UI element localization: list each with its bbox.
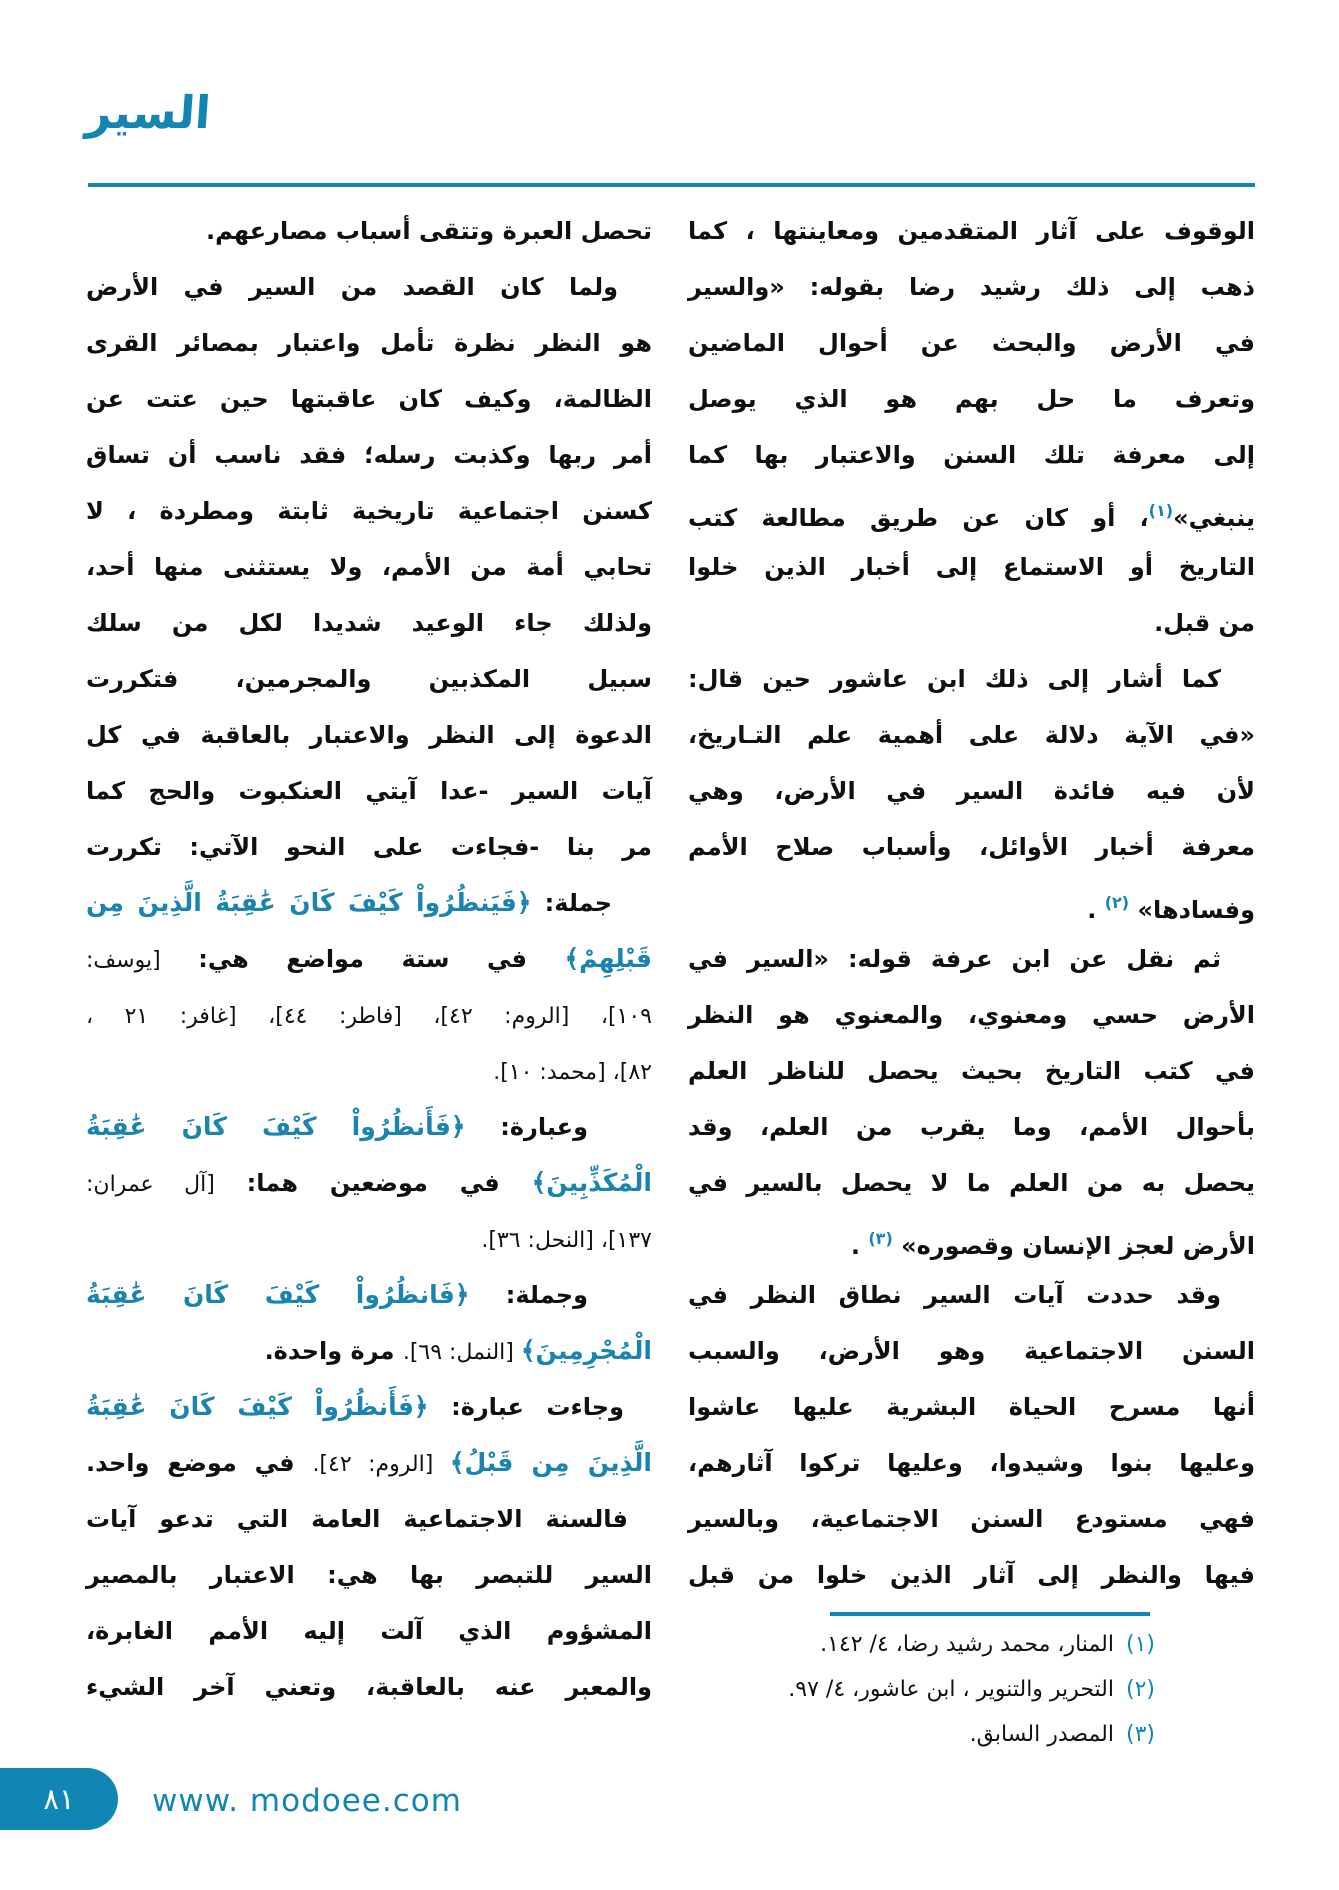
text-line xyxy=(688,1379,1255,1435)
text-line xyxy=(86,1491,652,1547)
body-text: التاريخ أو الاستماع إلى أخبار الذين خلوا xyxy=(688,553,1255,581)
footnote-separator xyxy=(830,1612,1150,1616)
text-line xyxy=(688,875,1255,931)
page-number-pill xyxy=(0,1768,118,1830)
text-line xyxy=(86,931,652,987)
body-text: وفسادها» xyxy=(1129,896,1255,924)
footnote-marker: (١) xyxy=(1148,501,1174,520)
text-line xyxy=(688,315,1255,371)
text-line xyxy=(688,1155,1255,1211)
text-line xyxy=(688,1267,1255,1323)
text-line xyxy=(86,1211,652,1267)
body-text: ولذلك جاء الوعيد شديدا لكل من سلك xyxy=(86,609,652,637)
text-line xyxy=(688,203,1255,259)
body-text: في ستة مواضع هي: xyxy=(160,945,565,973)
quran-quote: ﴿فَيَنظُرُواْ كَيْفَ كَانَ عَٰقِبَةُ الَّذِينَ مِن xyxy=(86,888,532,917)
body-text: ، أو كان عن طريق مطالعة كتب xyxy=(688,504,1149,532)
body-text: ثم نقل عن ابن عرفة قوله: «السير في xyxy=(688,945,1221,973)
verse-reference: ١٣٧]، [النحل: ٣٦]. xyxy=(481,1228,652,1253)
text-line xyxy=(86,763,652,819)
text-line xyxy=(86,1267,652,1323)
body-text: الأرض حسي ومعنوي، والمعنوي هو النظر xyxy=(688,1001,1255,1029)
verse-reference: ١٠٩]، [الروم: ٤٢]، [فاطر: ٤٤]، [غافر: ٢١ ، xyxy=(86,1004,652,1029)
website-watermark: www. modoee.com xyxy=(152,1783,462,1819)
footnote-number: (٢) xyxy=(1125,1677,1155,1702)
body-text: السير للتبصر بها هي: الاعتبار بالمصير xyxy=(86,1561,652,1589)
body-text: في كتب التاريخ بحيث يحصل للناظر العلم xyxy=(688,1057,1255,1085)
body-text: وجاءت عبارة: xyxy=(428,1393,625,1421)
text-line xyxy=(688,1099,1255,1155)
footnote-number: (١) xyxy=(1125,1632,1155,1657)
body-text: لأن فيه فائدة السير في الأرض، وهي xyxy=(688,777,1255,805)
body-text: إلى معرفة تلك السنن والاعتبار بها كما xyxy=(688,441,1255,469)
body-text: أنها مسرح الحياة البشرية عليها عاشوا xyxy=(688,1393,1255,1421)
text-line xyxy=(86,427,652,483)
footnotes-block xyxy=(700,1622,1155,1757)
text-line xyxy=(688,1043,1255,1099)
body-text: تحابي أمة من الأمم، ولا يستثنى منها أحد، xyxy=(86,553,652,581)
body-text: فالسنة الاجتماعية العامة التي تدعو آيات xyxy=(86,1505,628,1533)
body-text: والمعبر عنه بالعاقبة، وتعني آخر الشيء xyxy=(86,1673,652,1701)
body-text: من قبل. xyxy=(1154,609,1255,637)
text-line xyxy=(86,315,652,371)
body-text: تحصل العبرة وتتقى أسباب مصارعهم. xyxy=(205,217,652,245)
body-text: مرة واحدة. xyxy=(264,1337,403,1365)
body-text: كسنن اجتماعية تاريخية ثابتة ومطردة ، لا xyxy=(86,497,652,525)
text-line xyxy=(86,819,652,875)
footnote-number: (٣) xyxy=(1125,1722,1155,1747)
footnote-text: التحرير والتنوير ، ابن عاشور، ٤/ ٩٧. xyxy=(788,1677,1114,1702)
body-text: في موضع واحد. xyxy=(86,1449,313,1477)
body-text: . xyxy=(850,1232,869,1260)
text-line xyxy=(86,1155,652,1211)
body-text: بأحوال الأمم، وما يقرب من العلم، وقد xyxy=(688,1113,1255,1141)
quran-quote: ﴿فَانظُرُواْ كَيْفَ كَانَ عَٰقِبَةُ xyxy=(86,1280,470,1309)
text-line xyxy=(86,371,652,427)
text-line xyxy=(86,875,652,931)
left-column xyxy=(86,203,652,1715)
body-text: ذهب إلى ذلك رشيد رضا بقوله: «والسير xyxy=(688,273,1255,301)
text-line xyxy=(86,1043,652,1099)
text-line xyxy=(688,1547,1255,1603)
text-line xyxy=(86,539,652,595)
verse-reference: [النمل: ٦٩]. xyxy=(402,1340,521,1365)
text-line xyxy=(86,483,652,539)
body-text: ينبغي» xyxy=(1173,504,1255,532)
page-number: ٨١ xyxy=(43,1782,75,1816)
text-line xyxy=(86,259,652,315)
body-text: وجملة: xyxy=(469,1281,588,1309)
body-text: الوقوف على آثار المتقدمين ومعاينتها ، كما xyxy=(688,217,1255,245)
body-text: يحصل به من العلم ما لا يحصل بالسير في xyxy=(688,1169,1255,1197)
text-line xyxy=(688,1491,1255,1547)
quran-quote: الْمُكَذِّبِينَ﴾ xyxy=(531,1168,652,1197)
body-text: وقد حددت آيات السير نطاق النظر في xyxy=(688,1281,1221,1309)
text-line xyxy=(688,931,1255,987)
footnote-text: المصدر السابق. xyxy=(969,1722,1114,1747)
footnote-marker: (٣) xyxy=(868,1229,893,1248)
footnote-item xyxy=(700,1622,1155,1667)
text-line xyxy=(688,987,1255,1043)
footnote-marker: (٢) xyxy=(1104,893,1130,912)
text-line xyxy=(86,1547,652,1603)
footnote-item xyxy=(700,1667,1155,1712)
text-line xyxy=(86,651,652,707)
body-text: الأرض لعجز الإنسان وقصوره» xyxy=(892,1232,1255,1260)
body-text: هو النظر نظرة تأمل واعتبار بمصائر القرى xyxy=(86,329,652,357)
body-text: سبيل المكذبين والمجرمين، فتكررت xyxy=(86,665,652,693)
text-line xyxy=(688,763,1255,819)
quran-quote: قَبْلِهِمْ﴾ xyxy=(564,944,652,973)
text-line xyxy=(688,259,1255,315)
body-text: آيات السير -عدا آيتي العنكبوت والحج كما xyxy=(86,777,652,805)
text-line xyxy=(86,595,652,651)
text-line xyxy=(688,539,1255,595)
body-text: فيها والنظر إلى آثار الذين خلوا من قبل xyxy=(688,1561,1255,1589)
text-line xyxy=(688,707,1255,763)
text-line xyxy=(688,595,1255,651)
body-text: كما أشار إلى ذلك ابن عاشور حين قال: xyxy=(688,665,1221,693)
text-line xyxy=(688,1211,1255,1267)
text-line xyxy=(688,483,1255,539)
body-text: في موضعين هما: xyxy=(214,1169,532,1197)
body-text: ولما كان القصد من السير في الأرض xyxy=(86,273,618,301)
body-text: السنن الاجتماعية وهو الأرض، والسبب xyxy=(688,1337,1255,1365)
text-line xyxy=(688,651,1255,707)
verse-reference: ٨٢]، [محمد: ١٠]. xyxy=(493,1060,652,1085)
body-text: الدعوة إلى النظر والاعتبار بالعاقبة في كل xyxy=(86,721,652,749)
body-text: . xyxy=(1087,896,1105,924)
body-text: وتعرف ما حل بهم هو الذي يوصل xyxy=(688,385,1255,413)
chapter-title: السير xyxy=(84,86,213,139)
text-line xyxy=(688,1435,1255,1491)
body-text: فهي مستودع السنن الاجتماعية، وبالسير xyxy=(688,1505,1255,1533)
verse-reference: [يوسف: xyxy=(86,948,161,973)
footnote-item xyxy=(700,1712,1155,1757)
text-line xyxy=(688,371,1255,427)
body-text: في الأرض والبحث عن أحوال الماضين xyxy=(688,329,1255,357)
body-text: مر بنا -فجاءت على النحو الآتي: تكررت xyxy=(86,833,652,861)
quran-quote: ﴿فَأَنظُرُواْ كَيْفَ كَانَ عَٰقِبَةُ xyxy=(86,1112,466,1141)
text-line xyxy=(86,203,652,259)
quran-quote: الْمُجْرِمِينَ﴾ xyxy=(520,1336,652,1365)
body-text: معرفة أخبار الأوائل، وأسباب صلاح الأمم xyxy=(688,833,1255,861)
body-text: جملة: xyxy=(531,889,613,917)
text-line xyxy=(86,1379,652,1435)
text-line xyxy=(688,819,1255,875)
text-line xyxy=(86,1099,652,1155)
verse-reference: [آل عمران: xyxy=(86,1172,215,1197)
footnote-text: المنار، محمد رشيد رضا، ٤/ ١٤٢. xyxy=(820,1632,1114,1657)
verse-reference: [الروم: ٤٢]. xyxy=(312,1452,450,1477)
body-text: أمر ربها وكذبت رسله؛ فقد ناسب أن تساق xyxy=(86,441,652,469)
right-column xyxy=(688,203,1255,1603)
body-text: وعبارة: xyxy=(465,1113,588,1141)
body-text: المشؤوم الذي آلت إليه الأمم الغابرة، xyxy=(86,1617,652,1645)
quran-quote: ﴿فَأَنظُرُواْ كَيْفَ كَانَ عَٰقِبَةُ xyxy=(86,1392,429,1421)
text-line xyxy=(86,1659,652,1715)
body-text: الظالمة، وكيف كان عاقبتها حين عتت عن xyxy=(86,385,652,413)
text-line xyxy=(86,1323,652,1379)
text-line xyxy=(688,1323,1255,1379)
quran-quote: الَّذِينَ مِن قَبْلُ﴾ xyxy=(449,1448,652,1477)
body-text: «في الآية دلالة على أهمية علم التـاريخ، xyxy=(688,721,1255,749)
body-text: وعليها بنوا وشيدوا، وعليها تركوا آثارهم، xyxy=(688,1449,1255,1477)
text-line xyxy=(86,707,652,763)
text-line xyxy=(86,987,652,1043)
text-line xyxy=(86,1435,652,1491)
text-line xyxy=(86,1603,652,1659)
header-rule xyxy=(88,183,1255,187)
text-line xyxy=(688,427,1255,483)
